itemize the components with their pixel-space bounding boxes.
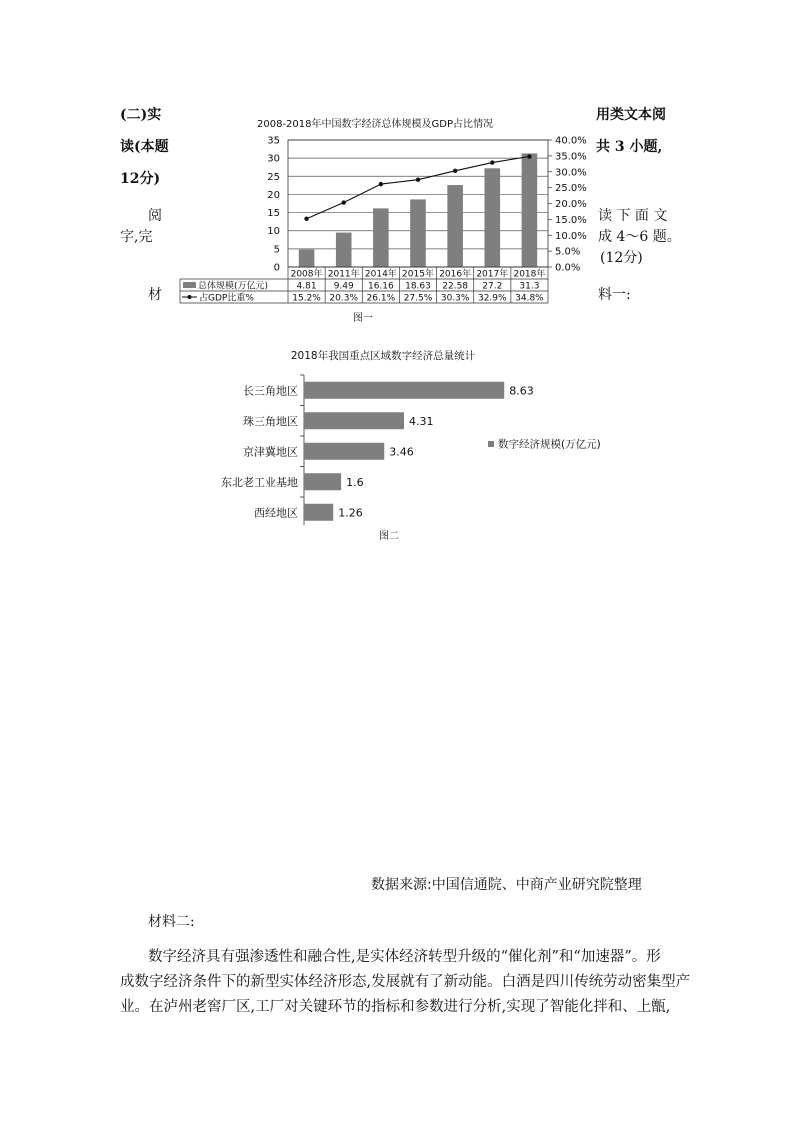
header-fragment-left-4b: 字,完: [120, 229, 153, 245]
figure1-y-tick-label: 35: [267, 135, 280, 147]
header-fragment-right-1: 用类文本阅: [596, 107, 666, 123]
figure2-bar: [304, 412, 404, 429]
figure2-data-label: 1.6: [346, 475, 364, 489]
figure1-y-tick-label: 0: [273, 262, 280, 274]
figure1-bar-value-cell: 31.3: [519, 281, 540, 292]
figure1-y-tick-label: 10: [267, 226, 280, 238]
figure2-category-label: 珠三角地区: [243, 414, 298, 428]
figure1-category-label: 2014年: [364, 269, 397, 280]
header-fragment-left-5: 材: [148, 287, 162, 303]
figure1-y2-tick-label: 40.0%: [555, 135, 587, 147]
figure1-bar: [336, 233, 352, 267]
figure1-line-point: [527, 154, 531, 158]
figure1-line-point: [304, 217, 308, 221]
figure2-bar: [304, 382, 504, 399]
figure1-line-point: [490, 160, 494, 164]
paragraph-line-1: 数字经济具有强渗透性和融合性,是实体经济转型升级的“催化剂”和“加速器”。形: [148, 949, 661, 965]
figure1-category-label: 2016年: [439, 269, 472, 280]
figure2-data-label: 8.63: [509, 384, 534, 398]
figure1-line-value-cell: 27.5%: [403, 293, 433, 304]
figure1-y2-tick-label: 10.0%: [555, 230, 587, 242]
figure1-bar-value-cell: 18.63: [405, 281, 431, 292]
figure1-line-value-cell: 15.2%: [292, 293, 321, 304]
figure1-chart: [170, 112, 590, 324]
figure1-legend-bar-label: 总体规模(万亿元): [198, 281, 269, 292]
figure1-y-tick-label: 15: [267, 208, 280, 220]
figure1-bar: [299, 250, 315, 267]
figure1-bar: [522, 153, 538, 267]
figure1-y2-tick-label: 35.0%: [555, 151, 587, 163]
figure2-title: 2018年我国重点区域数字经济总量统计: [290, 350, 476, 362]
header-fragment-right-4c: (12分): [600, 250, 643, 266]
figure1-title: 2008-2018年中国数字经济总体规模及GDP占比情况: [257, 119, 493, 130]
figure1-bar-value-cell: 22.58: [442, 281, 469, 292]
figure2-data-label: 4.31: [408, 414, 434, 428]
figure1-y2-tick-label: 30.0%: [555, 167, 587, 179]
header-fragment-left-3: 12分): [120, 171, 161, 187]
paragraph-line-2: 成数字经济条件下的新型实体经济形态,发展就有了新动能。白酒是四川传统劳动密集型产: [120, 974, 691, 990]
figure2-category-label: 长三角地区: [243, 384, 298, 398]
data-source: 数据来源:中国信通院、中商产业研究院整理: [371, 877, 642, 893]
figure1-y2-tick-label: 5.0%: [555, 246, 581, 258]
figure1-bar: [447, 185, 463, 267]
figure1-y2-tick-label: 0.0%: [555, 262, 581, 274]
figure1-bar-value-cell: 16.16: [367, 281, 394, 292]
figure2-category-label: 东北老工业基地: [221, 475, 298, 489]
figure1-bar: [373, 208, 389, 267]
figure2-data-label: 1.26: [338, 506, 363, 520]
figure2-bar: [304, 443, 384, 460]
figure2-data-label: 3.46: [389, 445, 414, 459]
figure2-bar: [304, 473, 341, 490]
figure2-category-label: 京津冀地区: [243, 445, 298, 459]
figure1-line-value-cell: 20.3%: [329, 293, 359, 304]
header-fragment-right-4a: 读 下 面 文: [598, 208, 668, 224]
figure1-line-point: [342, 200, 346, 204]
figure1-bar-value-cell: 4.81: [296, 281, 317, 292]
figure1-y2-tick-label: 20.0%: [555, 199, 587, 210]
figure1-y-tick-label: 5: [273, 244, 280, 256]
figure2-chart: [190, 345, 660, 525]
figure1-legend-line-label: 占GDP比重%: [199, 293, 254, 304]
figure1-y-tick-label: 25: [267, 171, 280, 183]
header-fragment-right-2: 共 3 小题,: [596, 139, 663, 155]
figure1-line-point: [379, 182, 383, 186]
figure1-line-value-cell: 32.9%: [477, 293, 507, 304]
figure1-y-tick-label: 30: [267, 153, 280, 165]
figure1-line-point: [416, 177, 420, 181]
header-fragment-left-2: 读(本题: [120, 139, 169, 155]
figure1-category-label: 2015年: [402, 269, 434, 280]
figure1-line-value-cell: 30.3%: [440, 293, 470, 304]
header-fragment-left-1: (二)实: [120, 107, 162, 123]
header-fragment-right-5: 料一:: [598, 287, 631, 303]
figure1-category-label: 2017年: [476, 269, 509, 280]
figure1-bar-value-cell: 9.49: [333, 281, 354, 292]
figure1-line-value-cell: 26.1%: [366, 293, 396, 304]
figure1-category-label: 2008年: [290, 269, 323, 280]
figure1-y2-tick-label: 15.0%: [555, 214, 587, 226]
figure1-category-label: 2011年: [327, 269, 360, 280]
figure1-caption: 图一: [353, 313, 373, 324]
figure1-line-value-cell: 34.8%: [515, 293, 544, 304]
figure1-bar: [410, 199, 426, 267]
figure1-legend-line-marker: [188, 295, 192, 299]
figure1-line-point: [453, 169, 457, 173]
figure1-y2-tick-label: 25.0%: [555, 183, 587, 195]
paragraph-line-3: 业。在泸州老窖厂区,工厂对关键环节的指标和参数进行分析,实现了智能化拌和、上甑,: [120, 999, 671, 1015]
figure2-bar: [304, 504, 333, 521]
figure2-legend-swatch: [488, 441, 494, 447]
figure1-bar: [484, 168, 500, 267]
header-fragment-left-4a: 阅: [148, 208, 162, 224]
figure1-category-label: 2018年: [513, 269, 546, 280]
figure2-caption: 图二: [379, 531, 399, 542]
figure2-category-label: 西经地区: [254, 506, 298, 520]
header-fragment-right-4b: 成 4～6 题。: [598, 229, 681, 245]
figure2-legend-label: 数字经济规模(万亿元): [498, 438, 601, 451]
figure1-legend-bar-swatch: [183, 282, 196, 288]
material2-heading: 材料二:: [148, 914, 195, 930]
figure1-bar-value-cell: 27.2: [482, 281, 503, 292]
figure1-y-tick-label: 20: [267, 189, 280, 201]
